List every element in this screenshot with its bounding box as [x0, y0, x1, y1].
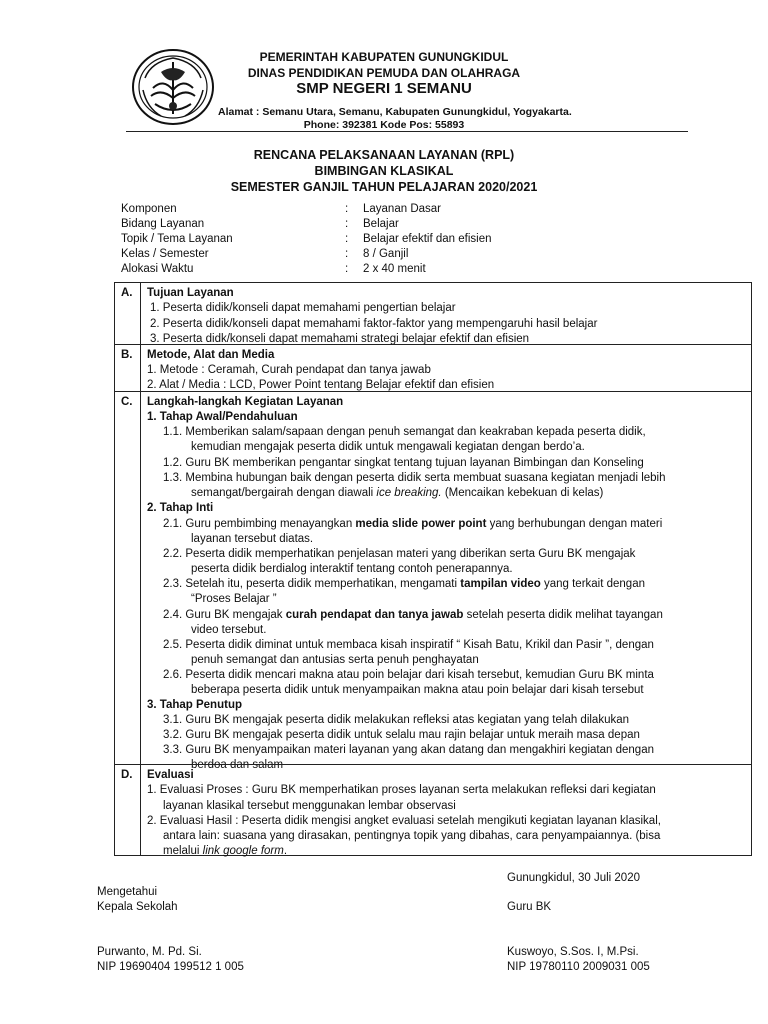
- section-a-label: A.: [115, 283, 141, 344]
- stage-heading: 2. Tahap Inti: [147, 502, 214, 514]
- identity-colon: :: [345, 263, 349, 275]
- letterhead-school-name: SMP NEGERI 1 SEMANU: [296, 80, 472, 97]
- step-text: 1.2. Guru BK memberikan pengantar singkat tentang tujuan layanan Bimbingan dan Konseling: [163, 457, 644, 469]
- section-d: [114, 764, 752, 856]
- step-text: 2.1. Guru pembimbing menayangkan media slide power point yang berhubungan dengan materi: [163, 518, 663, 530]
- identity-colon: :: [345, 218, 349, 230]
- identity-key: Bidang Layanan: [121, 218, 205, 230]
- step-text: video tersebut.: [191, 624, 267, 636]
- principal-nip: NIP 19690404 199512 1 005: [97, 961, 244, 973]
- identity-row: [121, 217, 681, 232]
- section-d-label: D.: [115, 765, 141, 855]
- letterhead-department: DINAS PENDIDIKAN PEMUDA DAN OLAHRAGA: [247, 66, 521, 80]
- acknowledgement-label: Mengetahui: [97, 886, 158, 898]
- step-text: peserta didik berdialog interaktif tentang contoh penerapannya.: [191, 563, 513, 575]
- identity-key: Topik / Tema Layanan: [121, 233, 233, 245]
- counselor-name: Kuswoyo, S.Sos. I, M.Psi.: [507, 946, 639, 958]
- section-c-label: C.: [115, 392, 141, 764]
- principal-title: Kepala Sekolah: [97, 901, 178, 913]
- step-text: 1.1. Memberikan salam/sapaan dengan penuh semangat dan keakraban kepada peserta didik,: [163, 426, 646, 438]
- list-item: 2. Peserta didik/konseli dapat memahami faktor-faktor yang mempengaruhi hasil belajar: [150, 318, 598, 330]
- step-text: penuh semangat dan antusias serta penuh penghayatan: [191, 654, 479, 666]
- step-text: 2.5. Peserta didik diminat untuk membaca kisah inspiratif “ Kisah Batu, Krikil dan Pasir ”, dengan: [163, 639, 654, 651]
- section-a: [114, 282, 752, 345]
- document-subtitle: BIMBINGAN KLASIKAL: [314, 164, 454, 178]
- list-item: 1. Metode : Ceramah, Curah pendapat dan tanya jawab: [147, 364, 431, 376]
- step-text: 3.3. Guru BK menyampaikan materi layanan yang akan datang dan mengakhiri kegiatan dengan: [163, 744, 654, 756]
- evaluation-text: antara lain: suasana yang dirasakan, pentingnya topik yang dibahas, cara penyampaiannya. (bisa: [163, 830, 661, 842]
- place-date: Gunungkidul, 30 Juli 2020: [507, 872, 640, 884]
- letterhead-phone: Phone: 392381 Kode Pos: 55893: [303, 119, 465, 131]
- evaluation-text: layanan klasikal tersebut menggunakan lembar observasi: [163, 800, 456, 812]
- step-text: 3.1. Guru BK mengajak peserta didik melakukan refleksi atas kegiatan yang telah dilakukan: [163, 714, 630, 726]
- section-b: [114, 344, 752, 392]
- identity-colon: :: [345, 248, 349, 260]
- identity-value: Belajar: [363, 218, 399, 230]
- identity-key: Komponen: [121, 203, 177, 215]
- step-text: berdoa dan salam: [191, 759, 284, 771]
- step-text: semangat/bergairah dengan diawali ice breaking. (Mencaikan kebekuan di kelas): [191, 487, 604, 499]
- identity-colon: :: [345, 233, 349, 245]
- section-d-title: Evaluasi: [147, 769, 194, 781]
- identity-value: 2 x 40 menit: [363, 263, 426, 275]
- identity-key: Kelas / Semester: [121, 248, 209, 260]
- document-title: RENCANA PELAKSANAAN LAYANAN (RPL): [253, 148, 515, 162]
- section-c: [114, 391, 752, 771]
- step-text: 2.4. Guru BK mengajak curah pendapat dan tanya jawab setelah peserta didik melihat tayangan: [163, 609, 663, 621]
- step-text: 1.3. Membina hubungan baik dengan peserta didik serta membuat suasana kegiatan menjadi lebih: [163, 472, 666, 484]
- identity-row: [121, 262, 681, 277]
- document-semester: SEMESTER GANJIL TAHUN PELAJARAN 2020/2021: [230, 180, 538, 194]
- section-b-title: Metode, Alat dan Media: [147, 349, 275, 361]
- evaluation-text: melalui link google form.: [163, 845, 288, 857]
- list-item: 3. Peserta didk/konseli dapat memahami strategi belajar efektif dan efisien: [150, 333, 530, 345]
- identity-key: Alokasi Waktu: [121, 263, 194, 275]
- step-text: 2.6. Peserta didik mencari makna atau poin belajar dari kisah tersebut, kemudian Guru BK minta: [163, 669, 654, 681]
- step-text: 2.2. Peserta didik memperhatikan penjelasan materi yang diberikan serta Guru BK mengajak: [163, 548, 636, 560]
- stage-heading: 3. Tahap Penutup: [147, 699, 242, 711]
- letterhead-divider: [126, 131, 688, 132]
- identity-row: [121, 232, 681, 247]
- step-text: 2.3. Setelah itu, peserta didik memperhatikan, mengamati tampilan video yang terkait dengan: [163, 578, 645, 590]
- list-item: 1. Peserta didik/konseli dapat memahami pengertian belajar: [150, 302, 456, 314]
- identity-table: [121, 202, 681, 277]
- letterhead-address: Alamat : Semanu Utara, Semanu, Kabupaten Gunungkidul, Yogyakarta.: [218, 106, 572, 118]
- identity-value: Belajar efektif dan efisien: [363, 233, 492, 245]
- section-a-title: Tujuan Layanan: [147, 287, 234, 299]
- principal-name: Purwanto, M. Pd. Si.: [97, 946, 202, 958]
- identity-row: [121, 202, 681, 217]
- step-text: kemudian mengajak peserta didik untuk mengawali kegiatan dengan berdo’a.: [191, 441, 585, 453]
- identity-value: 8 / Ganjil: [363, 248, 409, 260]
- list-item: 2. Alat / Media : LCD, Power Point tentang Belajar efektif dan efisien: [147, 379, 495, 391]
- identity-row: [121, 247, 681, 262]
- section-c-title: Langkah-langkah Kegiatan Layanan: [147, 396, 344, 408]
- step-text: layanan tersebut diatas.: [191, 533, 314, 545]
- step-text: beberapa peserta didik untuk menyampaikan makna atau poin belajar dari kisah tersebut: [191, 684, 644, 696]
- step-text: 3.2. Guru BK mengajak peserta didik untuk selalu mau rajin belajar untuk meraih masa depan: [163, 729, 640, 741]
- evaluation-text: 2. Evaluasi Hasil : Peserta didik mengisi angket evaluasi setelah mengikuti kegiatan layanan klasikal,: [147, 815, 661, 827]
- step-text: “Proses Belajar ”: [191, 593, 277, 605]
- identity-value: Layanan Dasar: [363, 203, 441, 215]
- section-b-label: B.: [115, 345, 141, 391]
- identity-colon: :: [345, 203, 349, 215]
- letterhead-government: PEMERINTAH KABUPATEN GUNUNGKIDUL: [259, 50, 509, 64]
- evaluation-text: 1. Evaluasi Proses : Guru BK memperhatikan proses layanan serta melakukan refleksi dari kegiatan: [147, 784, 656, 796]
- stage-heading: 1. Tahap Awal/Pendahuluan: [147, 411, 298, 423]
- counselor-title: Guru BK: [507, 901, 552, 913]
- counselor-nip: NIP 19780110 2009031 005: [507, 961, 650, 973]
